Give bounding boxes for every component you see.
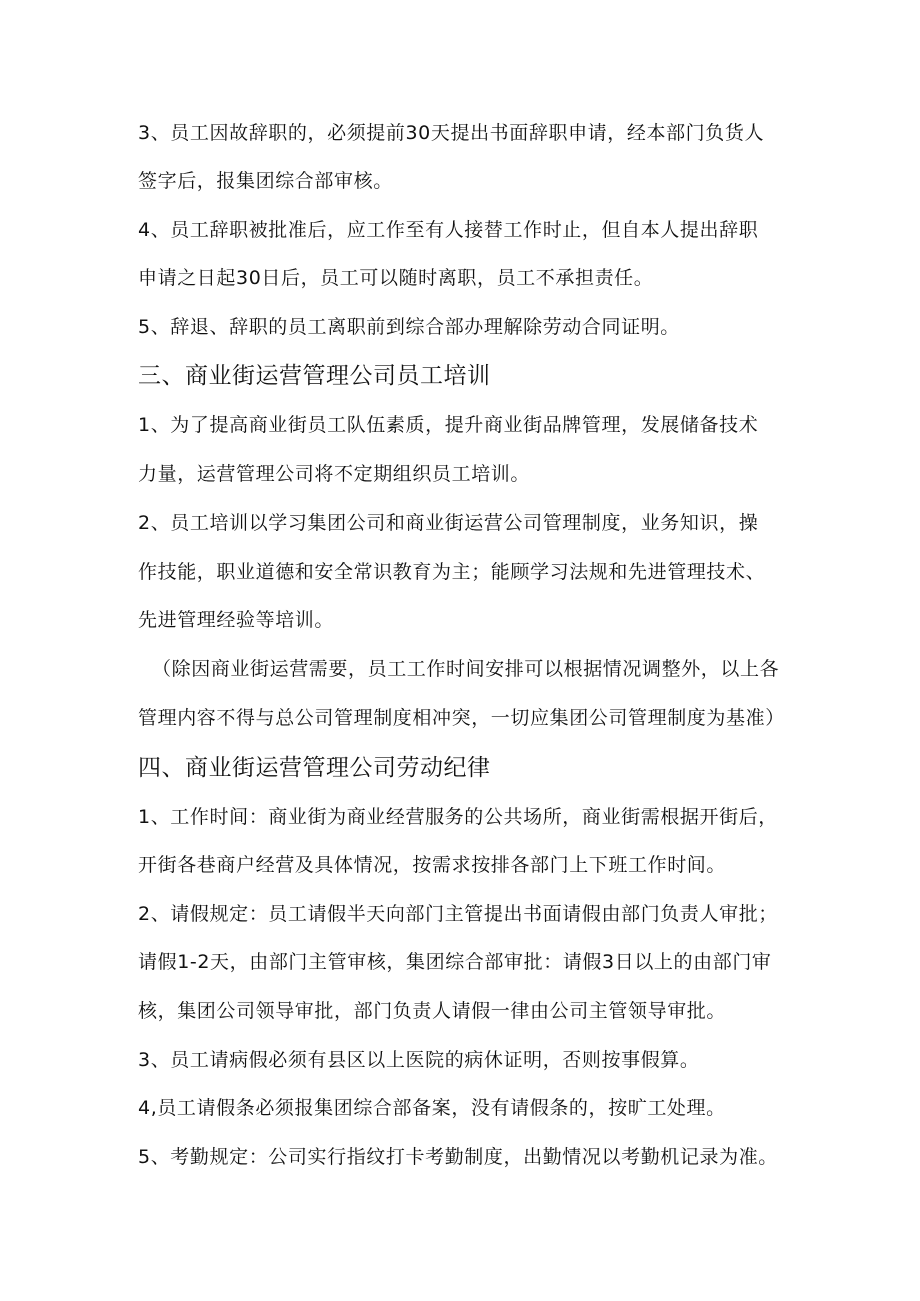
paragraph-line: 3、员工请病假必须有县区以上医院的病休证明，否则按事假算。: [138, 1049, 700, 1071]
paragraph-line: 力量，运营管理公司将不定期组织员工培训。: [138, 463, 531, 485]
paragraph-line: 1、为了提高商业街员工队伍素质，提升商业街品牌管理，发展储备技术: [138, 414, 759, 436]
section-heading: 四、商业街运营管理公司劳动纪律: [138, 755, 491, 781]
paragraph-line: 3、员工因故辞职的，必须提前30天提出书面辞职申请，经本部门负货人: [138, 122, 765, 144]
paragraph-line: 核，集团公司领导审批，部门负责人请假一律由公司主管领导审批。: [138, 1000, 727, 1022]
paragraph-line: 5、考勤规定：公司实行指纹打卡考勤制度，出勤情况以考勤机记录为准。: [138, 1146, 778, 1168]
note-line: （除因商业街运营需要，员工工作时间安排可以根据情况调整外，以上各: [152, 658, 780, 680]
paragraph-line: 4、员工辞职被批准后，应工作至有人接替工作时止，但自本人提出辞职: [138, 219, 759, 241]
section-heading: 三、商业街运营管理公司员工培训: [138, 363, 491, 389]
paragraph-line: 开街各巷商户经营及具体情况，按需求按排各部门上下班工作时间。: [138, 854, 727, 876]
paragraph-line: 2、员工培训以学习集团公司和商业街运营公司管理制度，业务知识，操: [138, 512, 759, 534]
paragraph-line: 2、请假规定：员工请假半天向部门主管提出书面请假由部门负责人审批；: [138, 903, 778, 925]
paragraph-line: 申请之日起30日后，员工可以随时离职，员工不承担责任。: [138, 267, 654, 289]
paragraph-line: 签字后，报集团综合部审核。: [138, 170, 393, 192]
paragraph-line: 请假1-2天，由部门主管审核，集团综合部审批：请假3日以上的由部门审: [138, 951, 772, 973]
paragraph-line: 先进管理经验等培训。: [138, 609, 335, 631]
note-line: 管理内容不得与总公司管理制度相冲突，一切应集团公司管理制度为基准）: [138, 707, 785, 729]
paragraph-line: 4,员工请假条必须报集团综合部备案，没有请假条的，按旷工处理。: [138, 1097, 726, 1119]
paragraph-line: 5、辞退、辞职的员工离职前到综合部办理解除劳动合同证明。: [138, 316, 680, 338]
paragraph-line: 作技能，职业道德和安全常识教育为主；能顾学习法规和先进管理技术、: [138, 561, 766, 583]
paragraph-line: 1、工作时间：商业街为商业经营服务的公共场所，商业街需根据开街后，: [138, 806, 778, 828]
